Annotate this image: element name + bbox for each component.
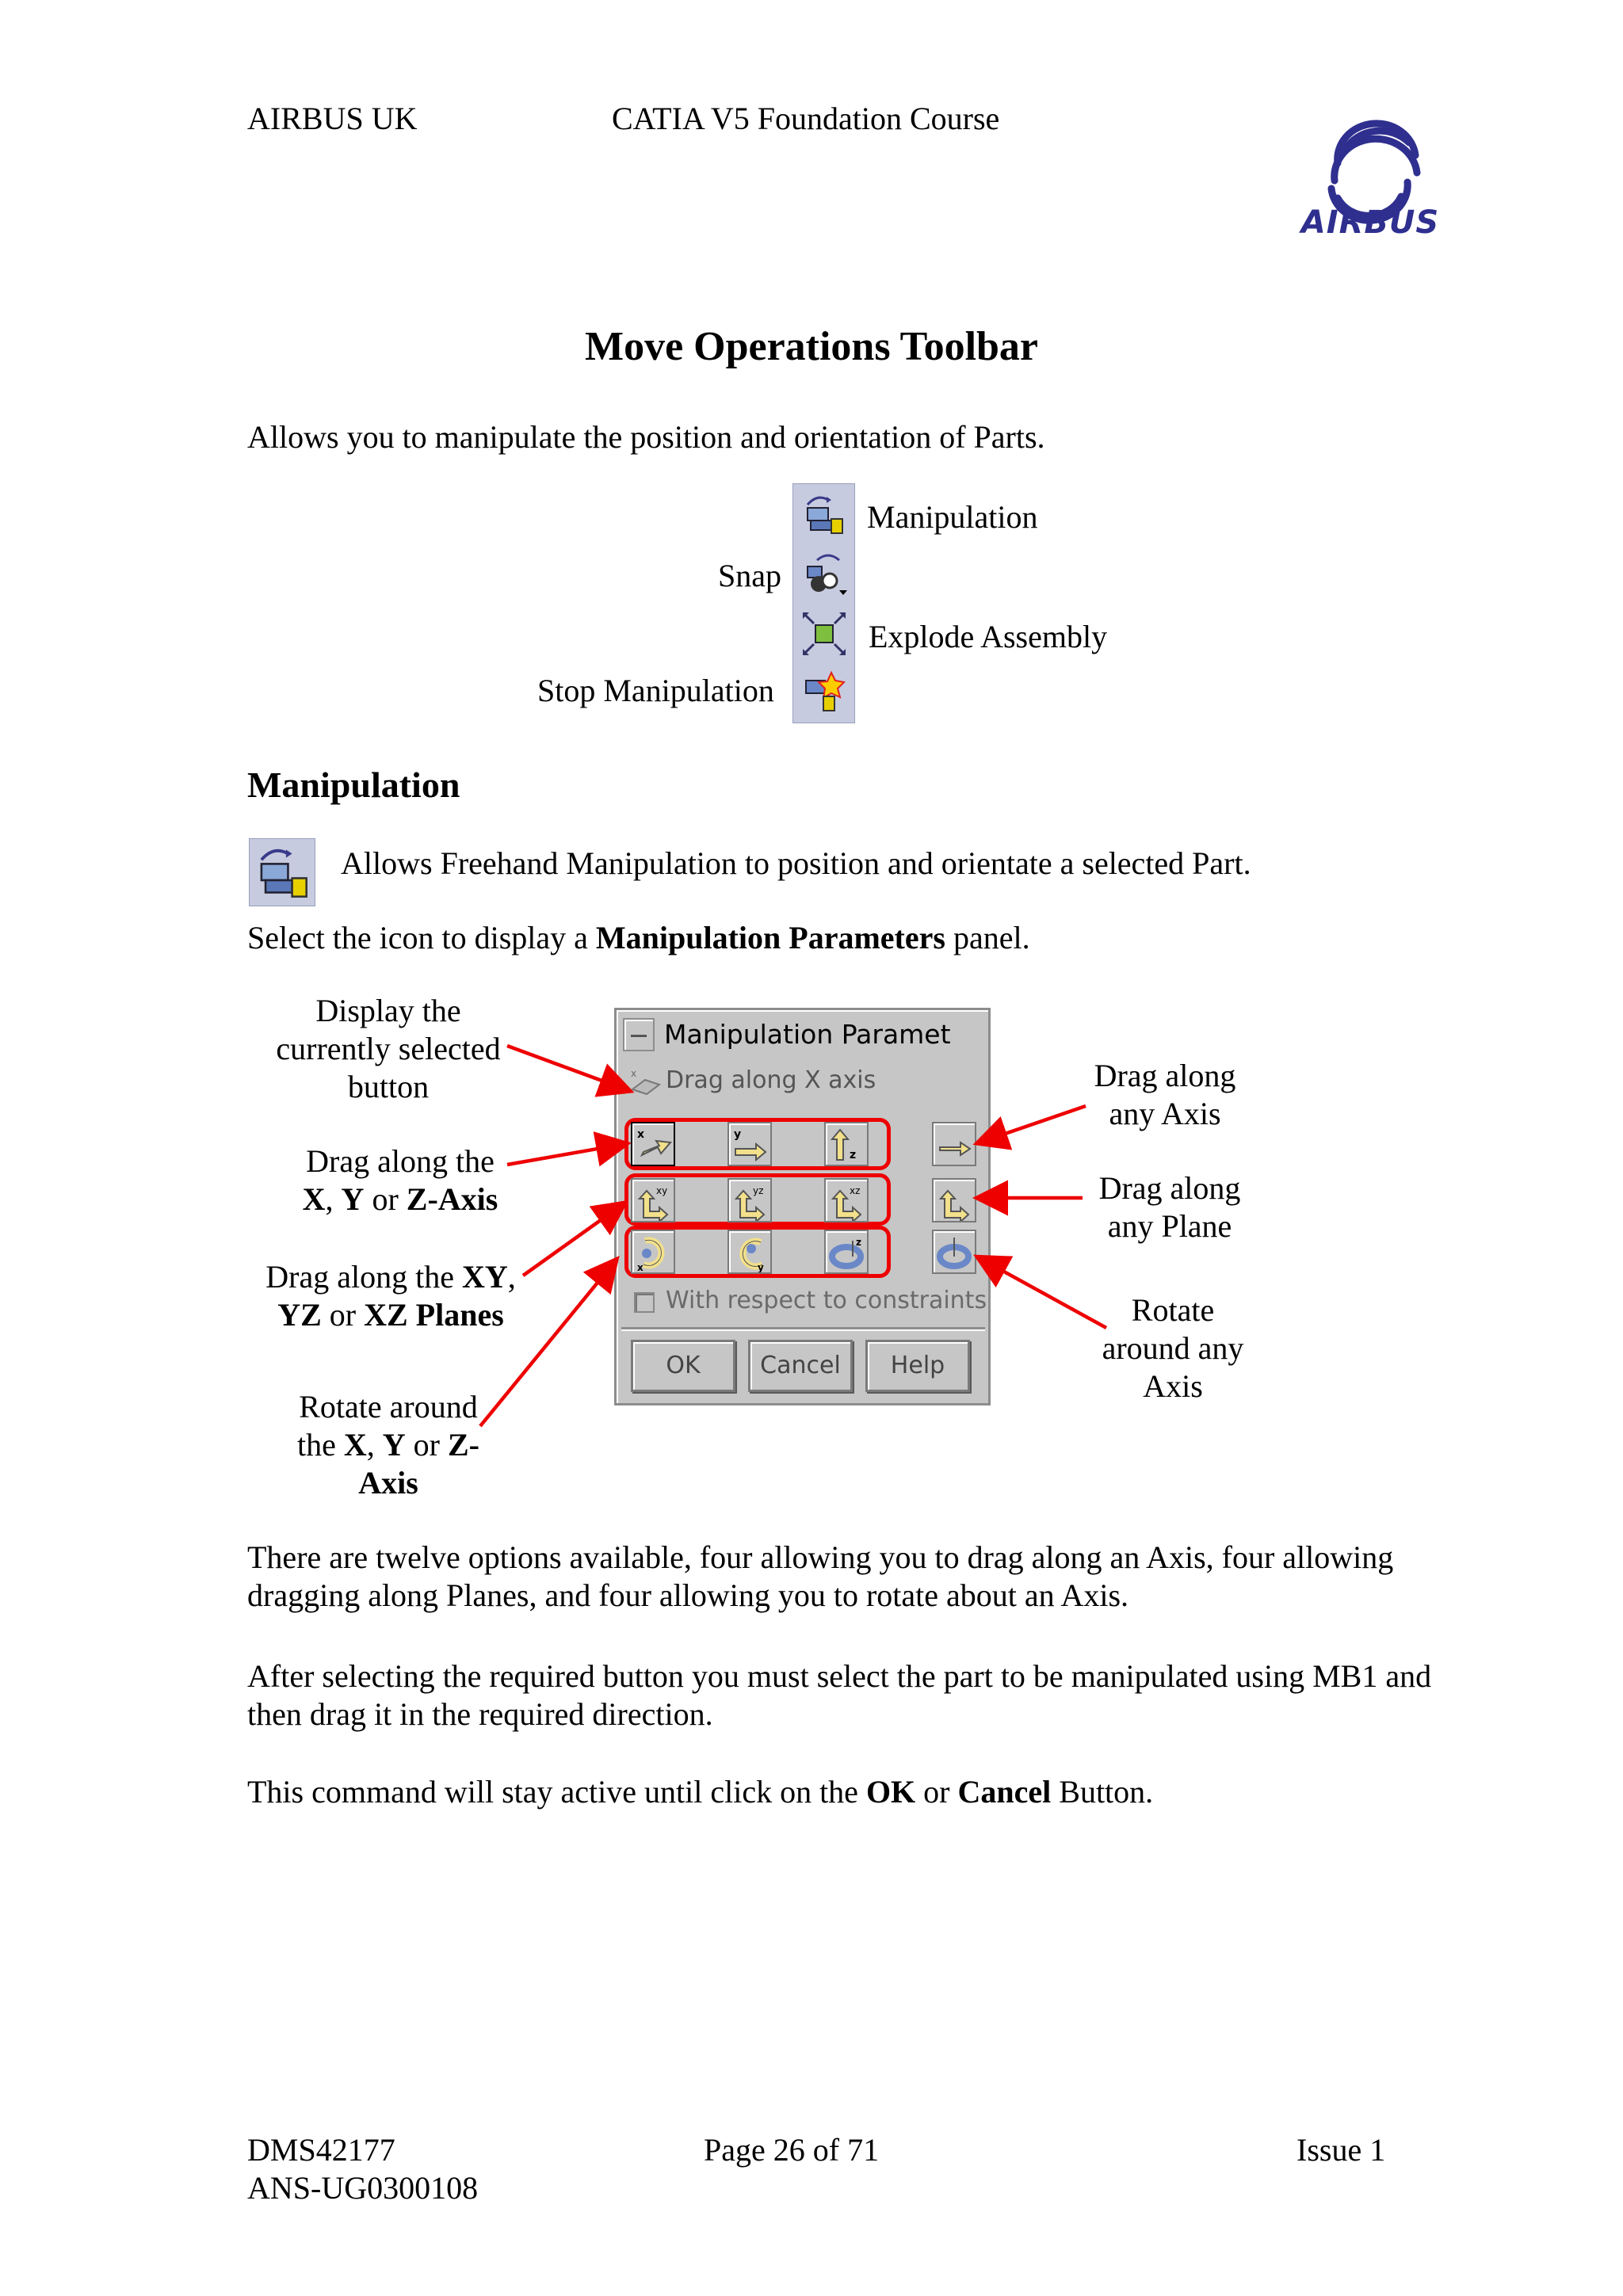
toolbar-label-snap: Snap xyxy=(718,558,781,593)
sep: , xyxy=(366,1427,383,1463)
callout-line: currently selected xyxy=(276,1031,501,1066)
arrow-display-selected xyxy=(507,1046,628,1090)
z-label: Z-Axis xyxy=(406,1181,498,1217)
selected-button-icon xyxy=(629,1066,663,1099)
header-course: CATIA V5 Foundation Course xyxy=(612,101,1000,136)
axis-label: Axis xyxy=(358,1465,418,1501)
drag-y-axis-button[interactable] xyxy=(727,1122,772,1166)
svg-text:x: x xyxy=(637,1262,643,1272)
ok-button[interactable]: OK xyxy=(631,1340,735,1392)
section-heading: Manipulation xyxy=(247,765,460,805)
constraints-checkbox-label: With respect to constraints xyxy=(666,1287,987,1314)
callout-drag-planes xyxy=(252,1258,529,1334)
callout-line: any Plane xyxy=(1107,1208,1232,1244)
move-toolbar xyxy=(792,483,855,723)
svg-text:xy: xy xyxy=(656,1185,668,1196)
callout-line: Axis xyxy=(1143,1368,1203,1404)
callout-any-axis xyxy=(1062,1057,1268,1133)
select-pre: Select the icon to display a xyxy=(247,920,596,955)
xz-label: XZ Planes xyxy=(364,1297,504,1333)
callout-line: any Axis xyxy=(1109,1096,1221,1131)
svg-text:y: y xyxy=(734,1128,742,1141)
p3-pre: This command will stay active until click on the xyxy=(247,1774,866,1810)
callout-line: Display the xyxy=(315,993,461,1028)
footer-page-number: Page 26 of 71 xyxy=(704,2132,880,2168)
drag-xy-plane-button[interactable] xyxy=(631,1178,675,1222)
callout-line xyxy=(252,1296,529,1334)
stop-manipulation-icon[interactable] xyxy=(800,666,849,715)
callout-line xyxy=(285,1426,491,1464)
svg-text:x: x xyxy=(631,1068,637,1079)
y-label: Y xyxy=(341,1181,365,1217)
pre: Drag along the xyxy=(265,1259,462,1295)
manipulation-parameters-dialog xyxy=(614,1008,991,1405)
or: or xyxy=(364,1181,407,1217)
explode-assembly-icon[interactable] xyxy=(800,609,849,658)
page-title: Move Operations Toolbar xyxy=(584,324,1039,369)
logo-text: AIRBUS xyxy=(1300,204,1440,241)
select-instruction xyxy=(247,919,1030,957)
drag-any-axis-button[interactable] xyxy=(932,1122,976,1166)
callout-drag-axis xyxy=(277,1142,523,1219)
drag-yz-plane-button[interactable] xyxy=(727,1178,772,1222)
body-paragraph-1: There are twelve options available, four allowing you to drag along an Axis, four allowing dragging along Planes, and four allowing you to rotate about an Axis. xyxy=(247,1539,1394,1613)
intro-text: Allows you to manipulate the position and orientation of Parts. xyxy=(247,419,1045,455)
window-menu-button[interactable] xyxy=(623,1018,655,1051)
rotate-any-axis-button[interactable] xyxy=(932,1230,976,1274)
airbus-logo xyxy=(1282,117,1457,252)
cancel-button[interactable]: Cancel xyxy=(748,1340,853,1392)
footer-doc-id: DMS42177 xyxy=(247,2132,395,2168)
manipulation-icon xyxy=(251,841,315,905)
selected-button-label: Drag along X axis xyxy=(666,1066,876,1094)
callout-line: Drag along xyxy=(1094,1058,1236,1093)
svg-text:xz: xz xyxy=(850,1185,861,1196)
z-label: Z- xyxy=(447,1427,479,1463)
footer-ans-id: ANS-UG0300108 xyxy=(247,2170,479,2206)
svg-text:yz: yz xyxy=(753,1185,764,1196)
arrow-drag-planes xyxy=(523,1204,623,1276)
rotate-x-axis-button[interactable] xyxy=(631,1230,675,1274)
y-label: Y xyxy=(382,1427,406,1463)
svg-text:z: z xyxy=(856,1237,861,1248)
callout-line: around any xyxy=(1102,1330,1244,1366)
sep: , xyxy=(325,1181,342,1217)
manipulation-button[interactable] xyxy=(249,838,315,906)
callout-line: Drag along xyxy=(1098,1170,1241,1206)
dialog-separator xyxy=(621,1327,985,1329)
drag-any-plane-button[interactable] xyxy=(932,1178,976,1222)
drag-xz-plane-button[interactable] xyxy=(824,1178,869,1222)
callout-rotate-xyz xyxy=(285,1388,491,1502)
p3-post: Button. xyxy=(1051,1774,1154,1810)
manipulation-icon[interactable] xyxy=(800,490,849,540)
svg-text:x: x xyxy=(637,1128,645,1141)
body-paragraph-2: After selecting the required button you must select the part to be manipulated using MB1 and then drag it in the required direction. xyxy=(247,1658,1432,1732)
constraints-checkbox[interactable] xyxy=(634,1292,655,1313)
or: or xyxy=(321,1297,365,1333)
callout-rotate-any xyxy=(1070,1291,1276,1405)
dialog-title: Manipulation Paramet xyxy=(664,1019,951,1050)
the: the xyxy=(297,1427,344,1463)
svg-text:y: y xyxy=(758,1262,764,1272)
yz-label: YZ xyxy=(277,1297,322,1333)
header-company: AIRBUS UK xyxy=(247,101,418,136)
rotate-y-axis-button[interactable] xyxy=(727,1230,772,1274)
p3-or: or xyxy=(915,1774,958,1810)
drag-x-axis-button[interactable] xyxy=(631,1122,675,1166)
p3-ok: OK xyxy=(865,1774,916,1810)
footer-issue: Issue 1 xyxy=(1296,2132,1386,2168)
drag-z-axis-button[interactable] xyxy=(824,1122,869,1166)
select-post: panel. xyxy=(945,920,1030,955)
svg-text:z: z xyxy=(850,1149,857,1161)
callout-line xyxy=(277,1180,523,1219)
callout-line: Drag along the xyxy=(306,1143,495,1179)
callout-line: button xyxy=(347,1069,430,1104)
section-icon-desc: Allows Freehand Manipulation to position and orientate a selected Part. xyxy=(341,845,1251,881)
snap-icon[interactable] xyxy=(800,549,849,598)
toolbar-label-explode: Explode Assembly xyxy=(869,619,1108,654)
callout-any-plane xyxy=(1067,1169,1273,1245)
select-bold: Manipulation Parameters xyxy=(595,920,945,955)
callout-line xyxy=(285,1464,491,1502)
or: or xyxy=(405,1427,448,1463)
p3-cancel: Cancel xyxy=(957,1774,1052,1810)
callout-display-selected xyxy=(262,992,515,1106)
comma: , xyxy=(507,1259,516,1295)
callout-line: Rotate around xyxy=(299,1389,478,1425)
help-button[interactable]: Help xyxy=(865,1340,970,1392)
arrow-drag-axis xyxy=(507,1144,624,1165)
rotate-z-axis-button[interactable] xyxy=(824,1230,869,1274)
x-label: X xyxy=(302,1181,326,1217)
xy-label: XY xyxy=(461,1259,508,1295)
body-paragraph-3 xyxy=(247,1773,1153,1811)
callout-line xyxy=(252,1258,529,1296)
x-label: X xyxy=(343,1427,367,1463)
callout-line: Rotate xyxy=(1131,1292,1215,1328)
toolbar-label-manipulation: Manipulation xyxy=(867,499,1038,535)
toolbar-label-stop: Stop Manipulation xyxy=(537,673,774,708)
